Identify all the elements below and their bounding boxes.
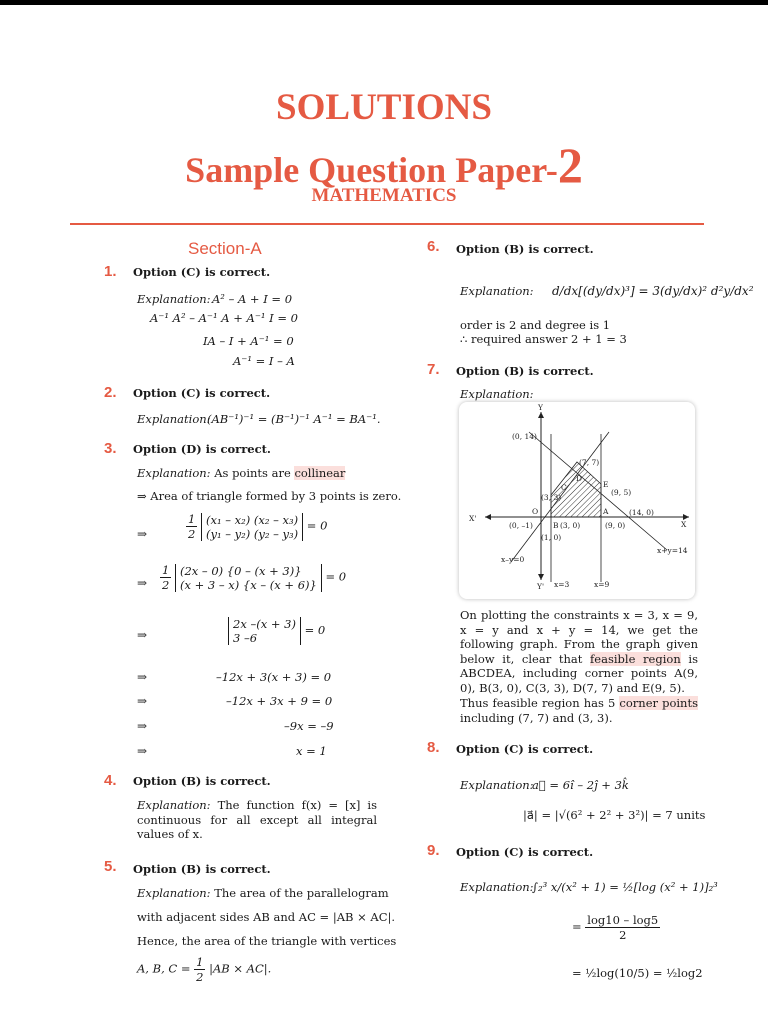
q3-step4: x = 1 xyxy=(296,744,327,758)
q7-exp-label: Explanation: xyxy=(460,387,534,401)
label-x3: x=3 xyxy=(554,580,570,589)
label-9-0: (9, 0) xyxy=(605,521,626,530)
q7-option: Option (B) is correct. xyxy=(456,364,594,378)
label-9-5: (9, 5) xyxy=(611,488,632,497)
q3-area-text: ⇒ Area of triangle formed by 3 points is zero. xyxy=(137,489,402,503)
x-prime-arrow xyxy=(485,514,491,520)
q5-text: The area of the parallelogram xyxy=(214,886,389,900)
half-denominator: 2 xyxy=(188,527,196,541)
q3-option: Option (D) is correct. xyxy=(133,442,271,456)
label-x-minus-y-0: x–y=0 xyxy=(501,555,525,564)
q1-line1: A² – A + I = 0 xyxy=(212,292,293,306)
paper-title-text: Sample Question Paper- xyxy=(185,150,558,190)
q3-det1 xyxy=(186,512,327,541)
label-e: E xyxy=(603,480,609,489)
q5-line4-post: |AB × AC|. xyxy=(209,961,272,976)
det2-row1: (2x – 0) {0 – (x + 3)} xyxy=(179,563,302,578)
implies-arrow: ⇒ xyxy=(137,628,148,642)
q3-exp-highlight: collinear xyxy=(294,466,346,480)
label-0-14: (0, 14) xyxy=(512,432,537,441)
q1-line2: A⁻¹ A² – A⁻¹ A + A⁻¹ I = 0 xyxy=(150,311,298,325)
det1-eq: = 0 xyxy=(306,518,328,533)
label-1-0: (1, 0) xyxy=(541,533,562,542)
q2-line: (AB⁻¹)⁻¹ = (B⁻¹)⁻¹ A⁻¹ = BA⁻¹. xyxy=(207,412,381,426)
q7-number: 7. xyxy=(427,361,440,378)
q3-step1: –12x + 3(x + 3) = 0 xyxy=(216,670,332,684)
feasible-region xyxy=(551,462,601,517)
q7-para2-pre: Thus feasible region has 5 xyxy=(460,696,616,710)
q7-para1-rest: is ABCDEA, including corner points A(9, 0), B(3, 0), C(3, 3), D(7, 7) and E(9, 5). xyxy=(460,651,698,695)
q6-line1: order is 2 and degree is 1 xyxy=(460,318,611,332)
q1-number: 1. xyxy=(104,263,117,280)
det3-row2: 3 –6 xyxy=(233,631,258,645)
q9-eq3: = ½log(10/5) = ½log2 xyxy=(572,966,703,980)
q6-exp-label: Explanation: xyxy=(460,284,534,298)
q7-para2-post: including (7, 7) and (3, 3). xyxy=(460,710,613,725)
label-y-prime: Y' xyxy=(537,582,545,591)
q8-line2: |a⃗| = |√(6² + 2² + 3²)| = 7 units xyxy=(523,808,706,822)
label-3-0: (3, 0) xyxy=(560,521,581,530)
top-border xyxy=(0,0,768,5)
q5-line1 xyxy=(137,886,389,900)
graph-svg xyxy=(459,402,695,599)
det3-row1: 2x –(x + 3) xyxy=(233,617,296,631)
q6-option: Option (B) is correct. xyxy=(456,242,594,256)
paper-number: 2 xyxy=(557,137,583,193)
q6-equation: d/dx[(dy/dx)³] = 3(dy/dx)² d²y/dx² xyxy=(552,284,754,298)
det1-row1: (x₁ – x₂) (x₂ – x₃) xyxy=(205,512,299,527)
q8-exp-label: Explanation: xyxy=(460,778,534,792)
q2-option: Option (C) is correct. xyxy=(133,386,271,400)
label-b: B xyxy=(553,521,559,530)
half-denominator: 2 xyxy=(162,578,170,592)
det3-eq: = 0 xyxy=(304,623,326,637)
q9-option: Option (C) is correct. xyxy=(456,845,594,859)
q9-eq1: ∫₂³ x/(x² + 1) = ½[log (x² + 1)]₂³ xyxy=(532,880,718,894)
q3-step2: –12x + 3x + 9 = 0 xyxy=(226,694,333,708)
q2-exp-label: Explanation: xyxy=(137,412,211,426)
q5-line4 xyxy=(137,955,271,984)
q7-para1-highlight: feasible region xyxy=(590,651,681,666)
label-a: A xyxy=(603,507,609,516)
q3-det3 xyxy=(228,617,325,645)
q3-det2 xyxy=(160,563,346,592)
q5-frac-num: 1 xyxy=(196,955,204,969)
q5-frac-den: 2 xyxy=(196,970,204,984)
label-x9: x=9 xyxy=(594,580,610,589)
q8-line1: a⃗ = 6î – 2ĵ + 3k̂ xyxy=(532,778,629,792)
q1-line3: IA – I + A⁻¹ = 0 xyxy=(203,334,294,348)
label-x-plus-y-14: x+y=14 xyxy=(657,546,688,555)
half-numerator: 1 xyxy=(188,512,196,526)
half-numerator: 1 xyxy=(162,563,170,577)
implies-arrow: ⇒ xyxy=(137,527,148,541)
q5-line3: Hence, the area of the triangle with vertices xyxy=(137,934,397,948)
q3-step3: –9x = –9 xyxy=(284,719,334,733)
q7-paragraph1 xyxy=(460,608,698,695)
implies-arrow: ⇒ xyxy=(137,719,148,733)
implies-arrow: ⇒ xyxy=(137,694,148,708)
q1-option: Option (C) is correct. xyxy=(133,265,271,279)
q9-number: 9. xyxy=(427,842,440,859)
label-y: Y xyxy=(538,403,543,412)
q7-para1-text: On plotting the constraints x = 3, x = 9, x = y and x + y = 14, we get the following graph. From the graph given below it, clear that xyxy=(460,608,698,666)
q5-line2: with adjacent sides AB and AC = |AB × AC|. xyxy=(137,910,396,924)
q3-exp-label: Explanation: xyxy=(137,466,211,480)
q4-exp-label: Explanation: xyxy=(137,798,211,812)
q5-exp-label: Explanation: xyxy=(137,886,211,900)
feasible-region-graph xyxy=(459,402,695,599)
q7-para2-highlight: corner points xyxy=(619,696,698,710)
det1-row2: (y₁ – y₂) (y₂ – y₃) xyxy=(205,526,299,541)
label-d: D xyxy=(576,474,583,483)
q1-line4: A⁻¹ = I – A xyxy=(233,354,295,368)
q6-line2: ∴ required answer 2 + 1 = 3 xyxy=(460,332,627,346)
q9-eq2-den: 2 xyxy=(619,928,627,942)
q8-option: Option (C) is correct. xyxy=(456,742,594,756)
q9-eq2-num: log10 – log5 xyxy=(587,913,659,927)
q9-eq2: = $\frac{\log 10 - \log 5}{2}$ xyxy=(572,913,659,942)
label-14-0: (14, 0) xyxy=(629,508,654,517)
q5-option: Option (B) is correct. xyxy=(133,862,271,876)
q5-number: 5. xyxy=(104,858,117,875)
q4-option: Option (B) is correct. xyxy=(133,774,271,788)
det2-row2: (x + 3 – x) {x – (x + 6)} xyxy=(179,577,317,592)
label-0-minus1: (0, –1) xyxy=(509,521,533,530)
q9-exp-label: Explanation: xyxy=(460,880,534,894)
section-title: Section-A xyxy=(188,239,262,258)
implies-arrow: ⇒ xyxy=(137,744,148,758)
q3-number: 3. xyxy=(104,440,117,457)
label-origin: O xyxy=(532,507,539,516)
q3-explanation xyxy=(137,466,345,480)
label-7-7: (7, 7) xyxy=(579,458,600,467)
q3-exp-text: As points are xyxy=(214,466,291,480)
q5-line4-pre: A, B, C = xyxy=(137,961,191,976)
q7-paragraph2 xyxy=(460,696,698,725)
implies-arrow: ⇒ xyxy=(137,576,148,590)
label-x-prime: X' xyxy=(469,514,477,523)
page-title: SOLUTIONS xyxy=(276,87,492,128)
subject-title: MATHEMATICS xyxy=(311,185,457,206)
implies-arrow: ⇒ xyxy=(137,670,148,684)
y-prime-arrow xyxy=(538,574,544,580)
header-divider xyxy=(70,223,704,225)
label-x: X xyxy=(681,520,687,529)
q2-number: 2. xyxy=(104,384,117,401)
label-c: C xyxy=(561,483,567,492)
q6-number: 6. xyxy=(427,238,440,255)
label-3-3: (3, 3) xyxy=(541,493,562,502)
y-arrow xyxy=(538,412,544,418)
det2-eq: = 0 xyxy=(325,569,347,584)
q4-number: 4. xyxy=(104,772,117,789)
q8-number: 8. xyxy=(427,739,440,756)
q4-explanation xyxy=(137,798,377,842)
q1-exp-label: Explanation: xyxy=(137,292,211,306)
q4-text: The function f(x) = [x] is continuous for all except all integral values of x. xyxy=(137,798,377,841)
